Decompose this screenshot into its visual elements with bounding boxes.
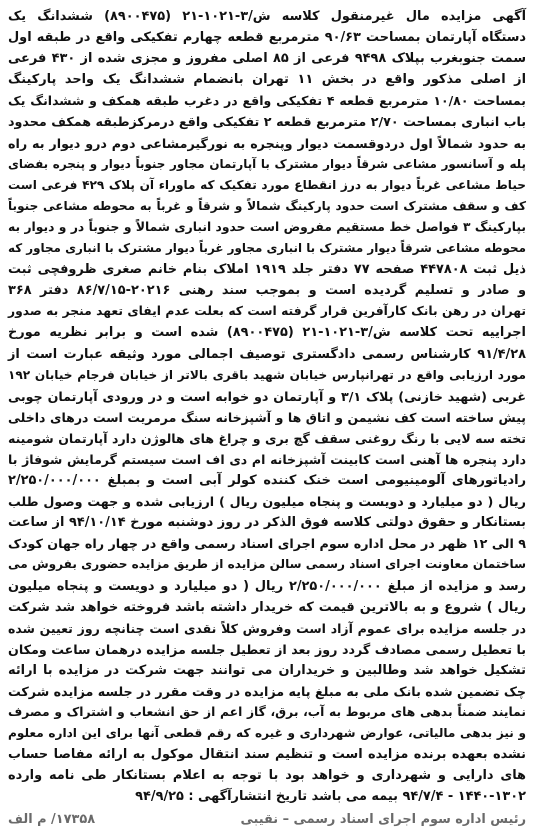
notice-line: و صادر و تسلیم گردیده است و بموجب سند رهنی ۲۰۲۱۶-۸۶/۷/۱۵ دفتر ۳۶۸ [8, 283, 527, 299]
notice-line: بستانکار و حقوق دولتی کلاسه فوق الذکر در روز دوشنبه مورخ ۹۴/۱۰/۱۴ از ساعت [8, 515, 526, 531]
notice-line: محوطه مشاعی شرقاً دیوار مشترک با انباری مجاور غرباً دیوار مشترک با انباری مجاور که [8, 241, 526, 256]
notice-line: دارد پنجره ها آهنی است کابینت آشپزخانه ام دی اف است سیستم گرمایش شوفاژ با [8, 451, 526, 467]
notice-line: دستگاه آپارتمان بمساحت ۹۰/۶۳ مترمربع قطعه چهارم تفکیکی واقع در طبقه اول [8, 30, 527, 46]
notice-line: ۱۴۴۰-۱۳۰۲ - ۹۴/۷/۴ بیمه می باشد تاریخ انتشارآگهی : ۹۴/۹/۲۵ [135, 789, 526, 805]
notice-line: مورد ارزیابی واقع در تهرانپارس خیابان شهید باقری بالاتر از خیابان فرجام خیابان ۱۹۲ [8, 367, 526, 382]
notice-line: پیش ساخته است کف نشیمن و اتاق ها و آشپزخانه سنگ مرمریت است درهای داخلی [8, 409, 526, 425]
notice-line: کف و سقف مشترک است حدود پارکینگ شمالاً و شرقاً و غرباً به محوطه مشاعی جنوباً [8, 198, 526, 213]
notice-line: رادیاتورهای آلومینیومی است خنک کننده کولر آبی است و بمبلغ ۲/۲۵۰/۰۰۰/۰۰۰ [8, 473, 526, 489]
notice-line: با تعطیل رسمی مصادف گردد روز بعد از تعطیل جلسه مزایده درهمان ساعت ومکان [8, 641, 526, 657]
notice-line: تهران در رهن بانک کارآفرین قرار گرفته است که بعلت عدم ایفای تعهد منجر به صدور [8, 304, 526, 319]
issuer-signature: رئیس اداره سوم اجرای اسناد رسمی – نقیبی [240, 812, 526, 828]
notice-line: ریال ) شروع و به بالاترین قیمت که خریدار داشته باشد فروخته خواهد شد شرکت [8, 599, 526, 615]
notice-line: نشده بعهده برنده مزایده است و تنظیم سند انتقال موکول به ارائه مفاصا حساب [8, 747, 526, 763]
notice-line: غربی (شهید خازنی) پلاک ۳/۱ و آپارتمان دو خوابه است و در ورودی آپارتمان چوبی [8, 388, 526, 404]
notice-body [8, 6, 526, 808]
notice-line: بمساحت ۱۰/۸۰ مترمربع قطعه ۴ تفکیکی واقع در دغرب طبقه همکف و ششدانگ یک [8, 93, 526, 109]
notice-line: حیاط مشاعی غرباً دیوار به درز انقطاع مورد تفکیک که ماوراء آن پلاک ۴۲۹ فرعی است [8, 177, 527, 192]
notice-line: تشکیل خواهد شد وطالبین و خریداران می توانند جهت شرکت در مزایده با ارائه [8, 662, 526, 678]
notice-line: رسد و مزایده از مبلغ ۲/۲۵۰/۰۰۰/۰۰۰ ریال ( دو میلیارد و دویست و پنجاه میلیون [8, 578, 526, 594]
auction-notice [8, 6, 527, 828]
notice-line: نمایند ضمناً بدهی های مربوط به آب، برق، گاز اعم از حق انشعاب و اشتراک و مصرف [8, 705, 526, 720]
notice-line: های دارایی و شهرداری و خواهد بود با توجه به اعلام بستانکار طی نامه وارده [8, 768, 526, 784]
notice-line: به حدود شمالاً اول دردوقسمت دیوار وپنجره به نورگیرمشاعی دوم درو دیوار به راه [8, 135, 526, 151]
notice-line: بپارکینگ ۳ فواصل خط مستقیم مفروض است حدود انباری شمالاً و جنوباً در و دیوار به [8, 219, 526, 234]
notice-line: سمت جنوبغرب بپلاک ۹۴۹۸ فرعی از ۸۵ اصلی مفروز و مجزی شده از ۴۳۰ فرعی [8, 51, 526, 67]
notice-footer [8, 810, 526, 830]
notice-line: ۹ الی ۱۲ ظهر در محل اداره سوم اجرای اسناد رسمی واقع در چهار راه جهان کودک [8, 536, 526, 552]
notice-line: ساختمان معاونت اجرای اسناد رسمی سالن مزایده از طریق مزایده حضوری بفروش می [8, 557, 526, 572]
notice-line: ذیل ثبت ۴۴۷۸۰۸ صفحه ۷۷ دفتر جلد ۱۹۱۹ املاک بنام خانم صغری ظروفچی ثبت [8, 262, 526, 278]
notice-line: در جلسه مزایده برای عموم آزاد است وفروش کلاً نقدی است چنانچه روز تعیین شده [8, 620, 526, 636]
notice-line: چک تضمین شده بانک ملی به مبلغ پایه مزایده در وقت مقرر در جلسه مزایده شرکت [8, 684, 526, 699]
notice-line: باب انباری بمساحت ۲/۷۰ مترمربع قطعه ۲ تفکیکی واقع درمرکزطبقه همکف محدود [8, 114, 526, 130]
notice-line: ۹۱/۴/۲۸ کارشناس رسمی دادگستری توصیف اجمالی مورد وثیقه عبارت است از [8, 346, 526, 362]
notice-line: از اصلی مذکور واقع در بخش ۱۱ تهران بانضمام ششدانگ یک واحد پارکینگ [8, 72, 526, 88]
notice-line: تخته سه لایی با رنگ روغنی سقف گچ بری و چراغ های هالوژن دارد آپارتمان شومینه [8, 430, 526, 446]
notice-line: ریال ( دو میلیارد و دویست و پنجاه میلیون ریال ) ارزیابی شده و جهت وصول طلب [8, 494, 526, 510]
notice-line: پله و آسانسور مشاعی شرقاً دیوار مشترک با آپارتمان مجاور جنوباً دیوار و پنجره بفضای [8, 156, 526, 171]
notice-line: و نیز بدهی مالیاتی، عوارض شهرداری و غیره که رقم قطعی آنها برای این اداره معلوم [8, 726, 526, 741]
notice-line: اجراییه تحت کلاسه ش/۳-۱۰۲۱-۲۱ (۸۹۰۰۴۷۵) شده است و برابر نظریه مورخ [8, 325, 526, 341]
notice-line: آگهی مزایده مال غیرمنقول کلاسه ش/۳-۱۰۲۱-۲۱ (۸۹۰۰۴۷۵) ششدانگ یک [8, 9, 527, 24]
reference-number: ۱۷۳۵۸/ م الف [8, 812, 96, 828]
